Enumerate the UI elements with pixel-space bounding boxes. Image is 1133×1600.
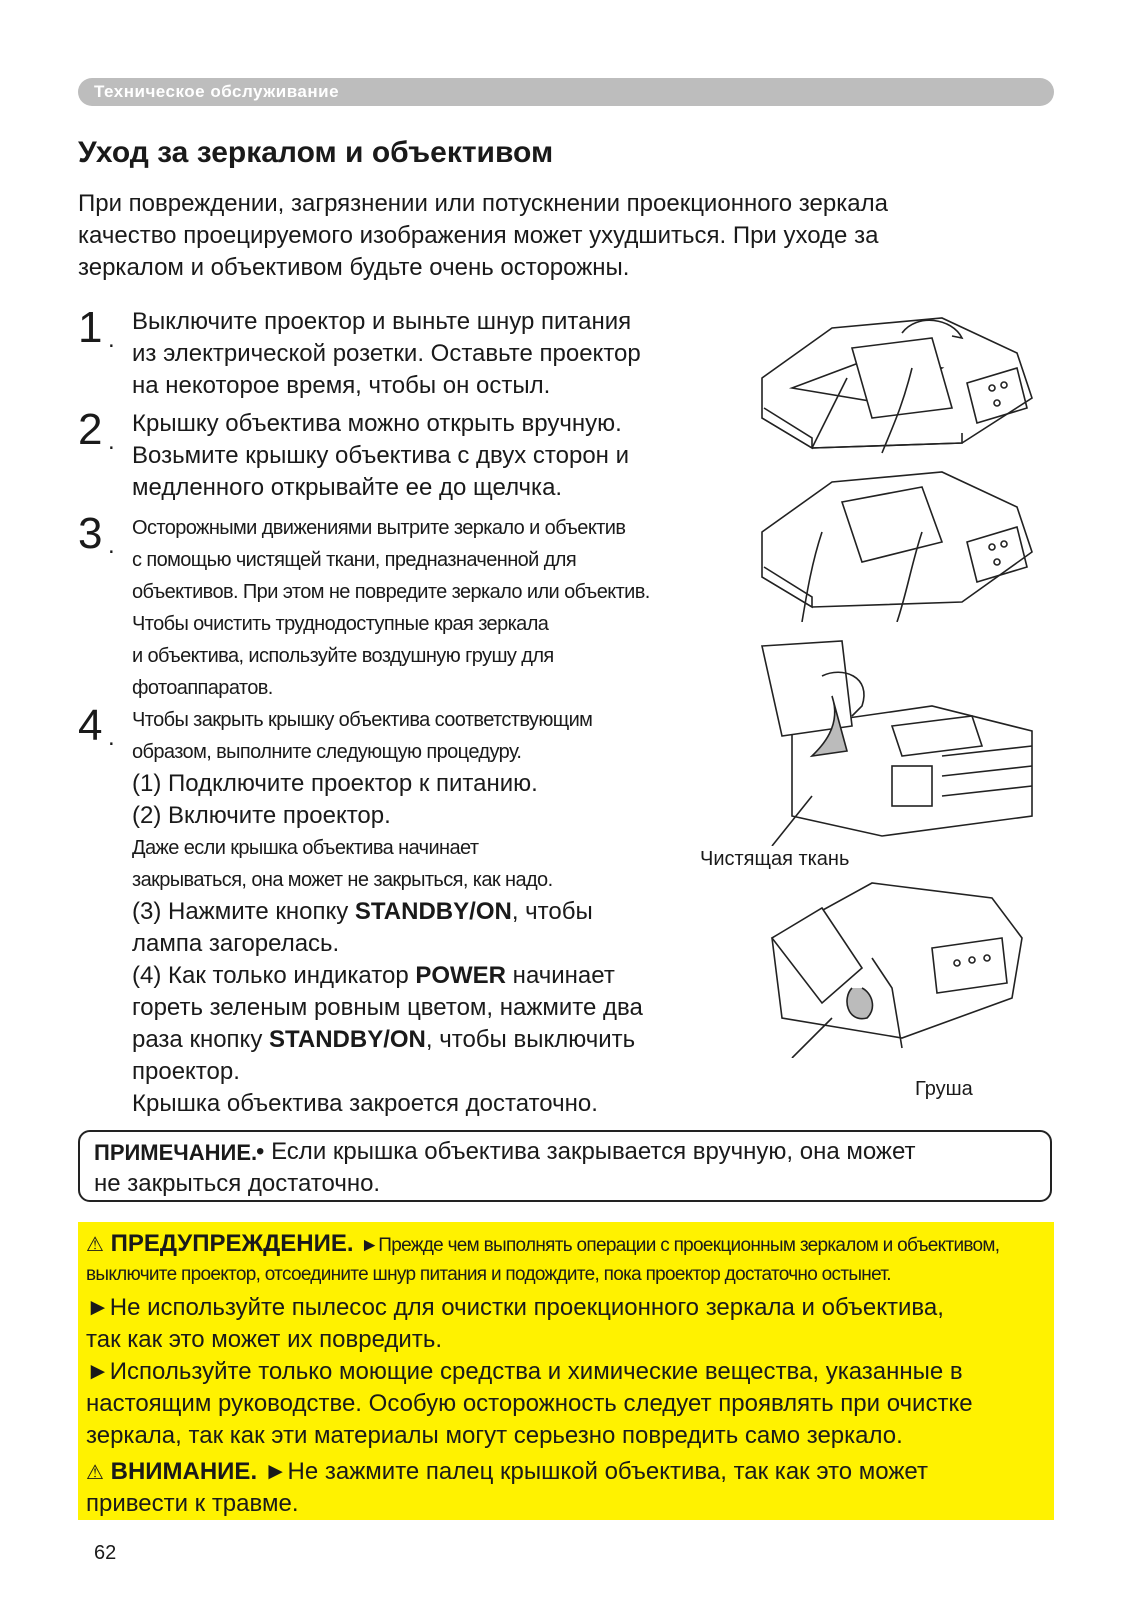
warning-label: ПРЕДУПРЕЖДЕНИЕ. [110,1230,354,1257]
warning-triangle-icon: ⚠ [86,1234,104,1256]
text-fragment: (3) Нажмите кнопку [132,898,355,925]
warning-text: выключите проектор, отсоедините шнур питания и подождите, пока проектор достаточно остынет. [86,1264,891,1285]
projector-lid-open-illustration [752,308,1052,456]
step-number: 3 [78,509,103,558]
step-line: лампа загорелась. [132,930,340,957]
step-line: Чтобы закрыть крышку объектива соответствующим [132,709,593,731]
projector-lid-hands-illustration [752,462,1052,622]
step-number: 4 [78,701,103,750]
step-line: (1) Подключите проектор к питанию. [132,770,538,797]
projector-blower-illustration [752,868,1052,1058]
power-label: POWER [415,962,507,989]
step-line: медленного открывайте ее до щелчка. [132,474,563,501]
caution-label: ВНИМАНИЕ. [110,1458,258,1485]
step-dot: . [108,724,115,751]
warning-heading-line [86,1230,999,1258]
intro-paragraph [78,188,1038,284]
warning-text: настоящим руководстве. Особую осторожность следует проявлять при очистке [86,1390,973,1417]
text-fragment: , чтобы [511,898,593,925]
step-line: Чтобы очистить труднодоступные края зеркала [132,613,549,635]
step-line: с помощью чистящей ткани, предназначенной для [132,549,577,571]
step-text [132,704,782,1120]
caution-heading-line [86,1458,928,1486]
warning-text: ►Используйте только моющие средства и химические вещества, указанные в [86,1358,963,1385]
step-dot: . [108,532,115,559]
projector-cleaning-cloth-illustration [752,636,1052,846]
warning-text: ►Прежде чем выполнять операции с проекционным зеркалом и объективом, [360,1235,1000,1256]
cloth-caption: Чистящая ткань [700,848,850,870]
intro-line: качество проецируемого изображения может ухудшиться. При уходе за [78,222,879,249]
step-number: 2 [78,405,103,454]
intro-line: При повреждении, загрязнении или потускнении проекционного зеркала [78,190,888,217]
page-title: Уход за зеркалом и объективом [78,136,554,169]
step-line: образом, выполните следующую процедуру. [132,741,522,763]
text-fragment: начинает [506,962,615,989]
step-line: Крышка объектива закроется достаточно. [132,1090,598,1117]
step-line: закрываться, она может не закрыться, как надо. [132,869,553,891]
warning-text: зеркала, так как эти материалы могут серьезно повредить само зеркало. [86,1422,903,1449]
note-text: • Если крышка объектива закрывается вручную, она может [256,1138,916,1165]
intro-line: зеркалом и объективом будьте очень осторожны. [78,254,630,281]
step-line: Выключите проектор и выньте шнур питания [132,308,632,335]
section-header-label: Техническое обслуживание [94,82,340,101]
step-line: Осторожными движениями вытрите зеркало и объектив [132,517,626,539]
step-text [132,408,782,504]
note-box [78,1130,1052,1202]
step-dot: . [108,326,115,353]
step-line: из электрической розетки. Оставьте проектор [132,340,641,367]
standby-on-label: STANDBY/ON [354,898,512,925]
page-number: 62 [94,1542,117,1564]
text-fragment: , чтобы выключить [425,1026,636,1053]
step-line: (2) Включите проектор. [132,802,391,829]
step-dot: . [108,428,115,455]
step-line [132,896,782,928]
step-line: Крышку объектива можно открыть вручную. [132,410,622,437]
step-line: объективов. При этом не повредите зеркало или объектив. [132,581,650,603]
blower-caption: Груша [915,1078,973,1100]
caution-triangle-icon: ⚠ [86,1462,104,1484]
caution-text: ►Не зажмите палец крышкой объектива, так как это может [263,1458,928,1485]
note-label: ПРИМЕЧАНИЕ. [94,1140,258,1165]
warning-box [78,1222,1054,1520]
step-line: проектор. [132,1058,240,1085]
step-text [132,512,782,704]
step-text [132,306,782,402]
text-fragment: (4) Как только индикатор [132,962,416,989]
step-number: 1 [78,303,103,352]
note-text: не закрыться достаточно. [94,1170,381,1197]
step-line: гореть зеленым ровным цветом, нажмите два [132,994,643,1021]
step-line [132,960,782,992]
standby-on-label: STANDBY/ON [268,1026,426,1053]
step-line: на некоторое время, чтобы он остыл. [132,372,551,399]
step-line: Даже если крышка объектива начинает [132,837,479,859]
section-header-bar [78,78,1054,106]
warning-text: так как это может их повредить. [86,1326,442,1353]
caution-text: привести к травме. [86,1490,299,1517]
step-line: и объектива, используйте воздушную грушу для [132,645,554,667]
warning-text: ►Не используйте пылесос для очистки проекционного зеркала и объектива, [86,1294,944,1321]
step-line: фотоаппаратов. [132,677,273,699]
step-line [132,1024,782,1056]
text-fragment: раза кнопку [132,1026,269,1053]
step-line: Возьмите крышку объектива с двух сторон и [132,442,629,469]
